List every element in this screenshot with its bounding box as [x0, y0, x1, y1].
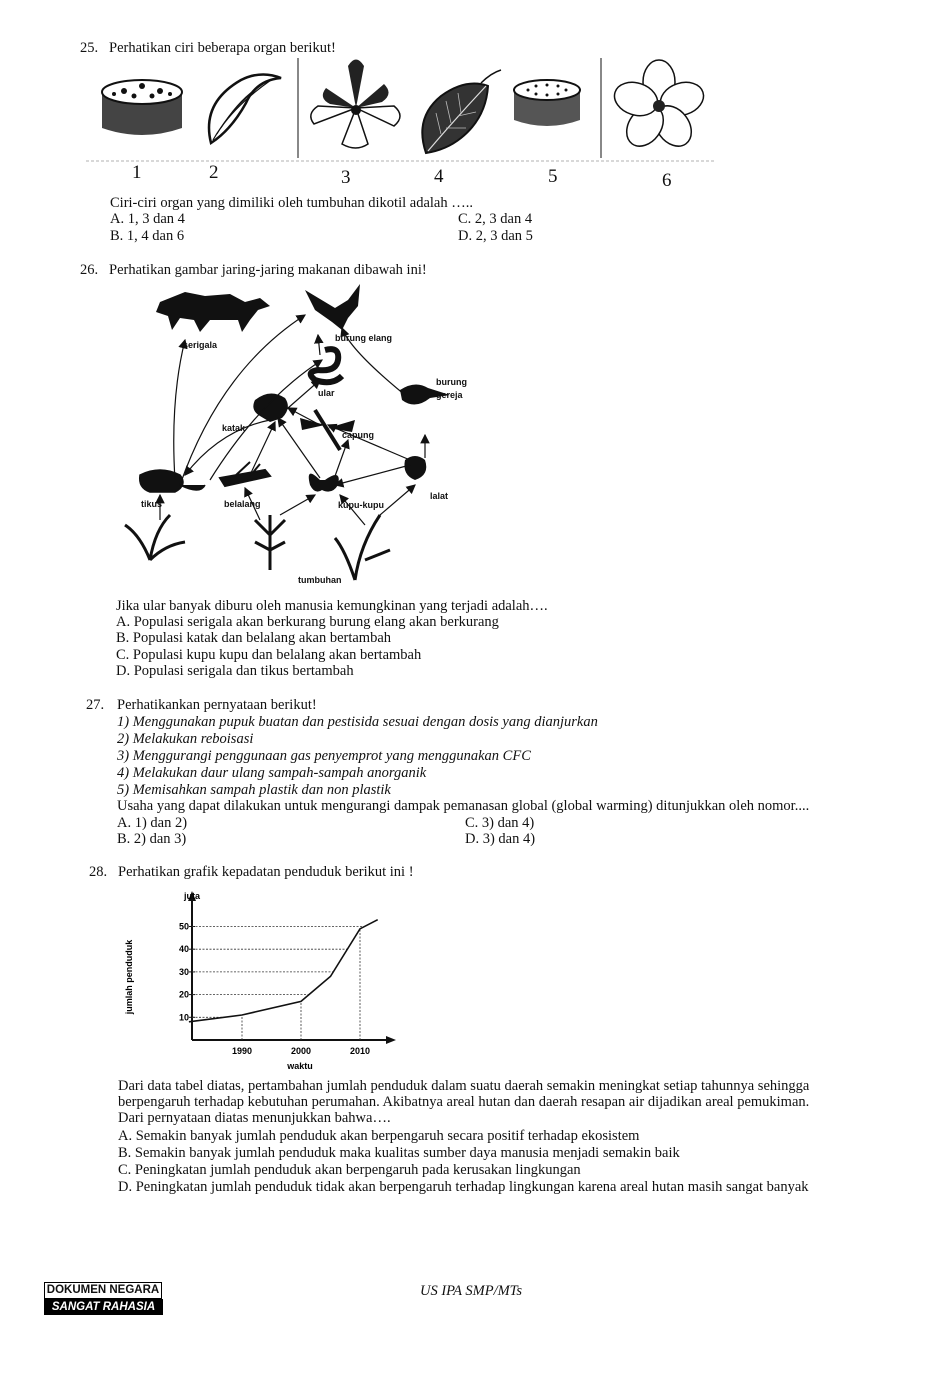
q25-option-d: D. 2, 3 dan 5: [458, 228, 533, 244]
y-axis-title: jumlah penduduk: [124, 939, 134, 1015]
label-tikus: tikus: [141, 499, 163, 509]
y-tick-label-20: 20: [178, 989, 189, 1000]
q26-title: Perhatikan gambar jaring-jaring makanan dibawah ini!: [109, 262, 427, 278]
q28-number: 28.: [89, 864, 108, 880]
label-lalat: lalat: [430, 491, 449, 501]
q28-option-b: B. Semakin banyak jumlah penduduk maka kualitas sumber daya manusia menjadi semakin baik: [118, 1145, 680, 1161]
secret-label-badge: SANGAT RAHASIA: [44, 1299, 163, 1315]
x-axis-title: waktu: [287, 1061, 313, 1071]
q25-title: Perhatikan ciri beberapa organ berikut!: [109, 40, 336, 56]
q28-option-c: C. Peningkatan jumlah penduduk akan berpengaruh pada kerusakan lingkungan: [118, 1162, 581, 1178]
y-tick-label-40: 40: [178, 944, 189, 955]
q25-organ-images: [86, 58, 716, 168]
doc-label-badge: DOKUMEN NEGARA: [44, 1282, 162, 1299]
label-serigala: serigala: [183, 340, 218, 350]
q25-option-a: A. 1, 3 dan 4: [110, 211, 185, 227]
label-kupu-kupu: kupu-kupu: [338, 500, 384, 510]
label-tumbuhan: tumbuhan: [298, 575, 342, 585]
q28-option-a: A. Semakin banyak jumlah penduduk akan berpengaruh secara positif terhadap ekosistem: [118, 1128, 640, 1144]
q26-question: Jika ular banyak diburu oleh manusia kemungkinan yang terjadi adalah….: [116, 598, 548, 614]
q28-paragraph-line-2: berpengaruh terhadap kebutuhan perumahan. Akibatnya areal hutan dan daerah resapan air dijadikan areal pemukiman.: [118, 1094, 810, 1110]
q27-option-c: C. 3) dan 4): [465, 815, 535, 831]
q27-option-b: B. 2) dan 3): [117, 831, 187, 847]
organ-label-2: 2: [209, 162, 219, 183]
label-burung-elang: burung elang: [335, 333, 392, 343]
x-tick-label-2000: 2000: [290, 1046, 312, 1056]
q27-option-a: A. 1) dan 2): [117, 815, 188, 831]
population-line: [189, 920, 378, 1022]
label-ular: ular: [318, 388, 335, 398]
organ-6-flower-5-petals: [610, 60, 708, 153]
organ-label-3: 3: [341, 167, 351, 188]
organ-label-1: 1: [132, 162, 142, 183]
wolf-icon: [156, 292, 270, 332]
q25-number: 25.: [80, 40, 99, 56]
organ-label-5: 5: [548, 166, 558, 187]
q27-number: 27.: [86, 697, 105, 713]
q26-option-b: B. Populasi katak dan belalang akan bertambah: [116, 630, 392, 646]
y-tick-label-10: 10: [178, 1012, 189, 1023]
x-tick-label-2010: 2010: [349, 1046, 371, 1056]
food-web-diagram: [110, 280, 490, 590]
q27-statement-5: 5) Memisahkan sampah plastik dan non plastik: [117, 782, 391, 798]
label-capung: capung: [342, 430, 375, 440]
q25-question: Ciri-ciri organ yang dimiliki oleh tumbuhan dikotil adalah …..: [110, 195, 473, 211]
label-gereja: gereja: [436, 390, 463, 400]
q28-paragraph-line-1: Dari data tabel diatas, pertambahan jumlah penduduk dalam suatu daerah semakin meningkat setiap tahunnya sehingga: [118, 1078, 810, 1094]
q27-question: Usaha yang dapat dilakukan untuk mengurangi dampak pemanasan global (global warming) ditunjukkan oleh nomor....: [117, 798, 810, 814]
organ-4-leaf-dicot: [422, 70, 501, 153]
q26-option-d: D. Populasi serigala dan tikus bertambah: [116, 663, 354, 679]
q26-number: 26.: [80, 262, 99, 278]
q27-statement-3: 3) Menggurangi penggunaan gas penyemprot yang menggunakan CFC: [117, 748, 531, 764]
label-burung: burung: [436, 377, 467, 387]
q27-option-d: D. 3) dan 4): [465, 831, 536, 847]
q26-option-a: A. Populasi serigala akan berkurang burung elang akan berkurang: [116, 614, 499, 630]
label-katak: katak: [222, 423, 246, 433]
footer-center-text: US IPA SMP/MTs: [420, 1283, 523, 1299]
rat-icon: [140, 470, 205, 492]
q27-title: Perhatikankan pernyataan berikut!: [117, 697, 317, 713]
eagle-icon: [305, 284, 360, 330]
q28-paragraph-line-3: Dari pernyataan diatas menunjukkan bahwa….: [118, 1110, 391, 1126]
q26-option-c: C. Populasi kupu kupu dan belalang akan bertambah: [116, 647, 422, 663]
organ-5-stem-dicot: [514, 80, 580, 126]
snake-icon: [311, 349, 342, 382]
q27-statement-1: 1) Menggunakan pupuk buatan dan pestisida sesuai dengan dosis yang dianjurkan: [117, 714, 598, 730]
plants-icon: [125, 515, 390, 580]
q27-statement-4: 4) Melakukan daur ulang sampah-sampah anorganik: [117, 765, 427, 781]
x-axis-arrow: [386, 1036, 396, 1044]
q28-option-d: D. Peningkatan jumlah penduduk tidak akan berpengaruh terhadap lingkungan karena areal hutan masih sangat banyak: [118, 1179, 809, 1195]
y-tick-label-50: 50: [178, 921, 189, 932]
organ-3-flower-3-petals: [311, 60, 400, 149]
q28-title: Perhatikan grafik kepadatan penduduk berikut ini !: [118, 864, 414, 880]
organ-label-6: 6: [662, 170, 672, 191]
q27-statement-2: 2) Melakukan reboisasi: [117, 731, 254, 747]
q25-option-c: C. 2, 3 dan 4: [458, 211, 533, 227]
butterfly-icon: [309, 474, 339, 492]
q25-option-b: B. 1, 4 dan 6: [110, 228, 185, 244]
y-unit-label: juta: [184, 891, 201, 901]
x-tick-label-1990: 1990: [231, 1046, 253, 1056]
grasshopper-icon: [220, 462, 270, 486]
y-tick-label-30: 30: [178, 966, 189, 977]
frog-icon: [253, 393, 288, 422]
organ-label-4: 4: [434, 166, 444, 187]
label-belalang: belalang: [224, 499, 261, 509]
organ-2-leaf-monocot: [209, 74, 281, 143]
population-chart: [118, 885, 408, 1075]
organ-1-stem-monocot: [102, 80, 182, 135]
